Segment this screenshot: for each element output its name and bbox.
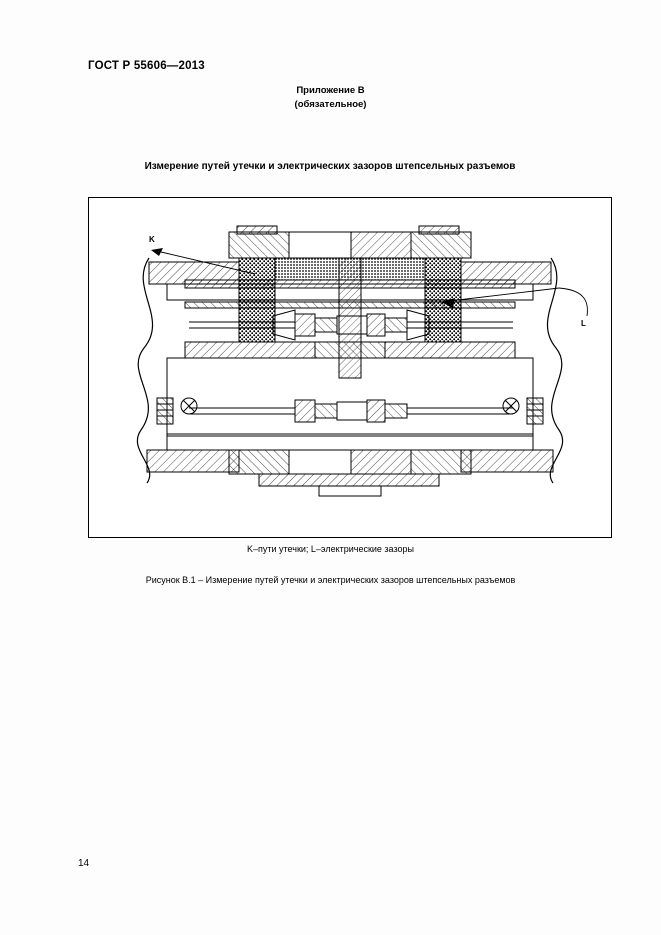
appendix-name: Приложение В — [296, 85, 365, 96]
section-title: Измерение путей утечки и электрических зазоров штепсельных разъемов — [144, 161, 516, 172]
figure-frame — [88, 197, 612, 538]
page-number: 14 — [78, 858, 90, 869]
appendix-block — [0, 84, 661, 112]
figure-legend: K–пути утечки; L–электрические зазоры — [247, 544, 414, 554]
figure-caption: Рисунок В.1 – Измерение путей утечки и электрических зазоров штепсельных разъемов — [145, 575, 516, 585]
connector-cross-section-drawing — [89, 198, 611, 537]
standard-number-header: ГОСТ Р 55606—2013 — [88, 60, 205, 72]
appendix-status: (обязательное) — [294, 99, 367, 110]
figure-label-k: K — [149, 235, 155, 244]
figure-label-l: L — [581, 319, 586, 328]
